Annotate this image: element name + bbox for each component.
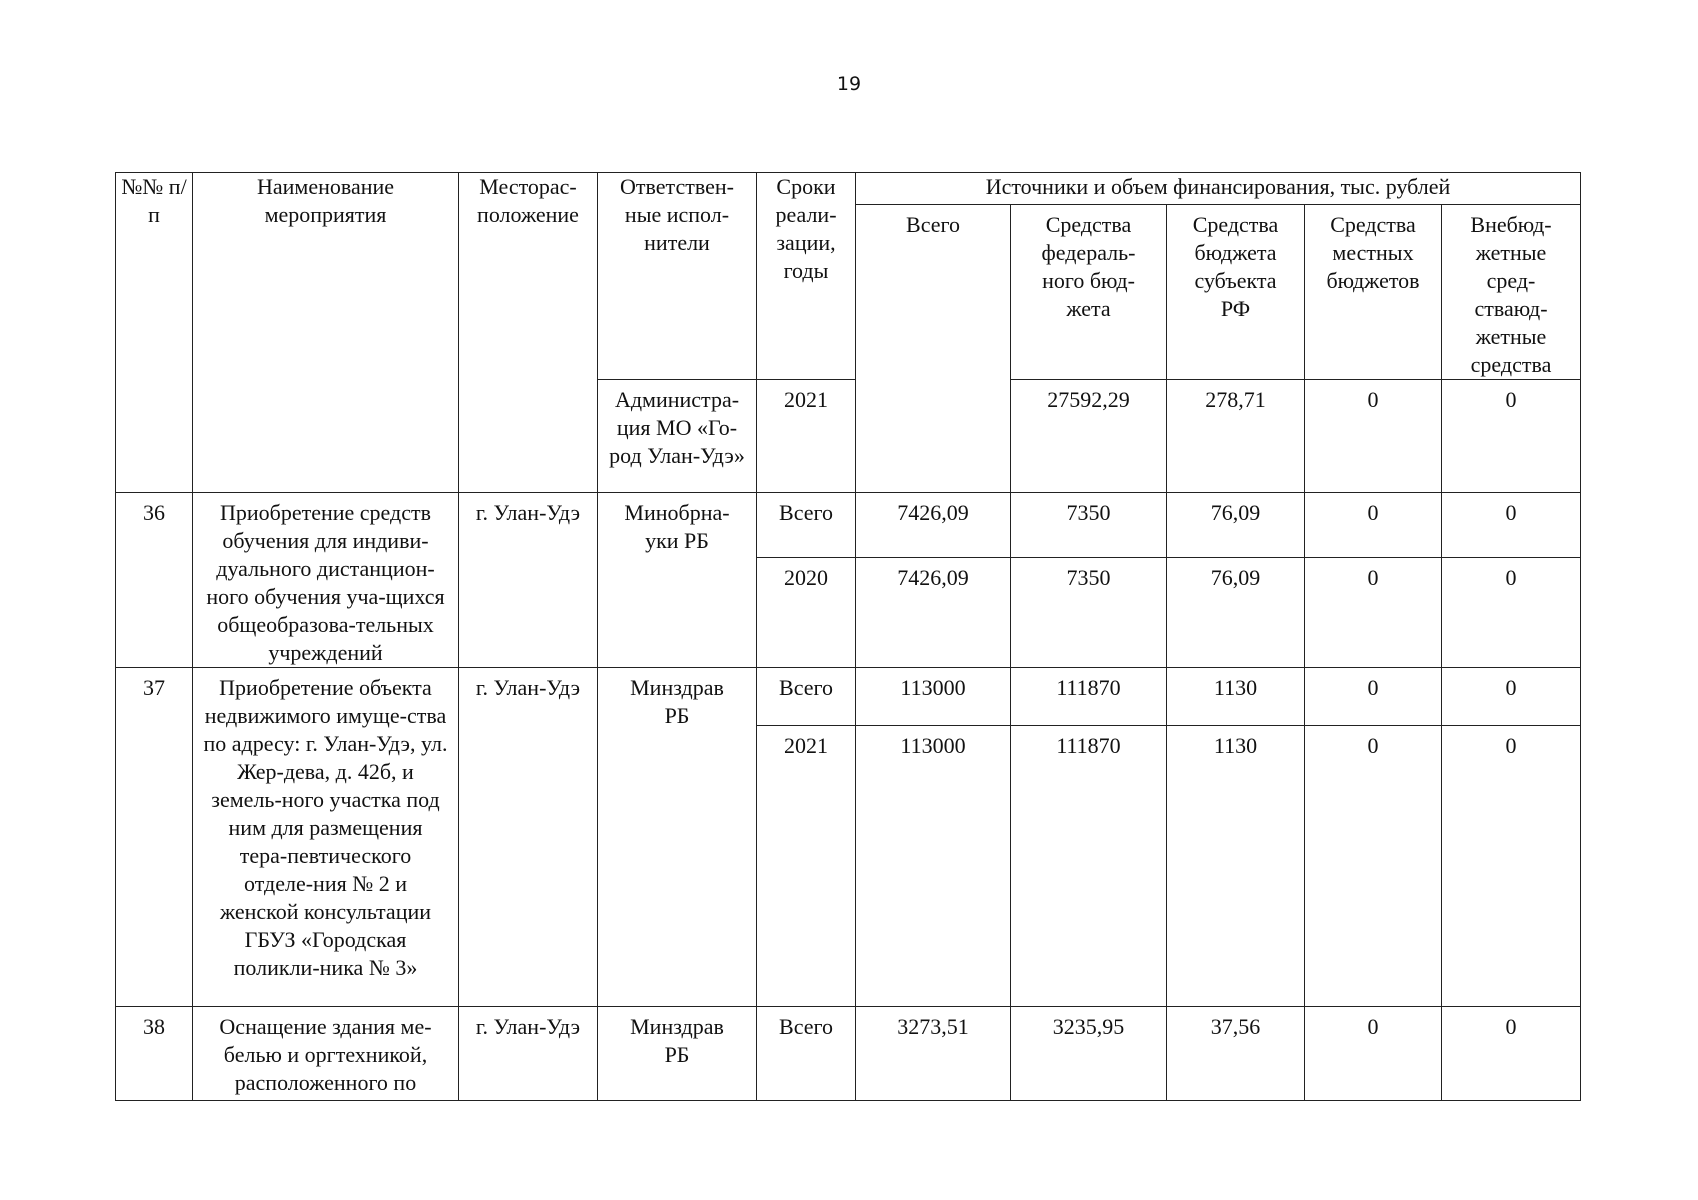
continuation-year: 2021 bbox=[757, 380, 856, 493]
cell-subject: 1130 bbox=[1167, 726, 1305, 1007]
cell-extra: 0 bbox=[1442, 668, 1581, 726]
entry-name bbox=[193, 1007, 459, 1101]
cell-extra: 0 bbox=[1442, 493, 1581, 558]
continuation-extra: 0 bbox=[1442, 380, 1581, 493]
table-row bbox=[116, 493, 1581, 558]
header-row bbox=[116, 173, 1581, 205]
cell-total: 3273,51 bbox=[856, 1007, 1011, 1101]
entry-num: 37 bbox=[116, 668, 193, 1007]
header-executors-text: Ответствен-ные испол-нители bbox=[620, 174, 734, 255]
cell-local: 0 bbox=[1305, 1007, 1442, 1101]
cell-year: Всего bbox=[757, 1007, 856, 1101]
entry-executor bbox=[598, 1007, 757, 1101]
header-extra bbox=[1442, 205, 1581, 380]
entry-name bbox=[193, 668, 459, 1007]
page-number: 19 bbox=[836, 73, 862, 95]
continuation-subject: 278,71 bbox=[1167, 380, 1305, 493]
cell-year: 2021 bbox=[757, 726, 856, 1007]
cell-federal: 7350 bbox=[1011, 493, 1167, 558]
cell-local: 0 bbox=[1305, 557, 1442, 667]
entry-executor-text: Минобрна-уки РБ bbox=[624, 500, 730, 553]
entry-num: 36 bbox=[116, 493, 193, 668]
cell-subject: 37,56 bbox=[1167, 1007, 1305, 1101]
header-name-text: Наименование мероприятия bbox=[256, 174, 395, 227]
entry-location bbox=[459, 493, 598, 668]
entry-name-text: Оснащение здания ме-белью и оргтехникой, расположенного по bbox=[219, 1014, 432, 1095]
continuation-federal: 27592,29 bbox=[1011, 380, 1167, 493]
cell-local: 0 bbox=[1305, 668, 1442, 726]
cell-federal: 111870 bbox=[1011, 726, 1167, 1007]
cell-federal: 111870 bbox=[1011, 668, 1167, 726]
header-federal-text: Средства федераль-ного бюд-жета bbox=[1041, 212, 1136, 321]
entry-executor bbox=[598, 668, 757, 1007]
entry-executor bbox=[598, 493, 757, 668]
entry-name bbox=[193, 493, 459, 668]
header-local-text: Средства местных бюджетов bbox=[1326, 212, 1420, 293]
entry-num: 38 bbox=[116, 1007, 193, 1101]
header-terms: Сроки реали-зации, годы bbox=[757, 173, 856, 380]
cell-extra: 0 bbox=[1442, 557, 1581, 667]
header-local bbox=[1305, 205, 1442, 380]
cell-local: 0 bbox=[1305, 726, 1442, 1007]
cell-year: 2020 bbox=[757, 557, 856, 667]
cell-subject: 76,09 bbox=[1167, 557, 1305, 667]
cell-total: 7426,09 bbox=[856, 557, 1011, 667]
table-row bbox=[116, 668, 1581, 726]
cell-local: 0 bbox=[1305, 493, 1442, 558]
table-row bbox=[116, 1007, 1581, 1101]
entry-name-text: Приобретение средств обучения для индиви-дуального дистанцион-ного обучения уча-щихся общеобразова-тельных учреждений bbox=[206, 500, 445, 665]
entry-location-text: г. Улан-Удэ bbox=[475, 675, 581, 700]
entry-location-text: г. Улан-Удэ bbox=[475, 500, 581, 525]
header-executors bbox=[598, 173, 757, 380]
entry-location bbox=[459, 1007, 598, 1101]
entry-executor-text: Минздрав РБ bbox=[630, 1014, 724, 1067]
header-extra-text: Внебюд-жетные сред-стваюд-жетные средства bbox=[1470, 212, 1552, 377]
cell-extra: 0 bbox=[1442, 1007, 1581, 1101]
header-federal bbox=[1011, 205, 1167, 380]
cell-year: Всего bbox=[757, 493, 856, 558]
entry-name-text: Приобретение объекта недвижимого имуще-ства по адресу: г. Улан-Удэ, ул. Жер-дева, д. 42б, и земель-ного участка под ним для размещения тера-певтического отделе-ния № 2 и женской консультации ГБУЗ «Городская поликли-ника № 3» bbox=[203, 675, 448, 980]
cell-total: 7426,09 bbox=[856, 493, 1011, 558]
header-num: №№ п/п bbox=[116, 173, 193, 493]
financing-table bbox=[115, 172, 1581, 1101]
entry-location bbox=[459, 668, 598, 1007]
cell-extra: 0 bbox=[1442, 726, 1581, 1007]
entry-location-text: г. Улан-Удэ bbox=[475, 1014, 581, 1039]
header-name bbox=[193, 173, 459, 493]
entry-executor-text: Минздрав РБ bbox=[630, 675, 724, 728]
header-subject-text: Средства бюджета субъекта РФ bbox=[1192, 212, 1279, 321]
cell-federal: 3235,95 bbox=[1011, 1007, 1167, 1101]
header-location: Месторас-положение bbox=[459, 173, 598, 493]
header-subject bbox=[1167, 205, 1305, 380]
cell-federal: 7350 bbox=[1011, 557, 1167, 667]
cell-subject: 1130 bbox=[1167, 668, 1305, 726]
cell-total: 113000 bbox=[856, 726, 1011, 1007]
cell-year: Всего bbox=[757, 668, 856, 726]
continuation-executor: Администра-ция МО «Го-род Улан-Удэ» bbox=[598, 380, 757, 493]
cell-total: 113000 bbox=[856, 668, 1011, 726]
cell-subject: 76,09 bbox=[1167, 493, 1305, 558]
header-sources: Источники и объем финансирования, тыс. рублей bbox=[856, 173, 1581, 205]
header-total: Всего bbox=[856, 205, 1011, 493]
continuation-local: 0 bbox=[1305, 380, 1442, 493]
